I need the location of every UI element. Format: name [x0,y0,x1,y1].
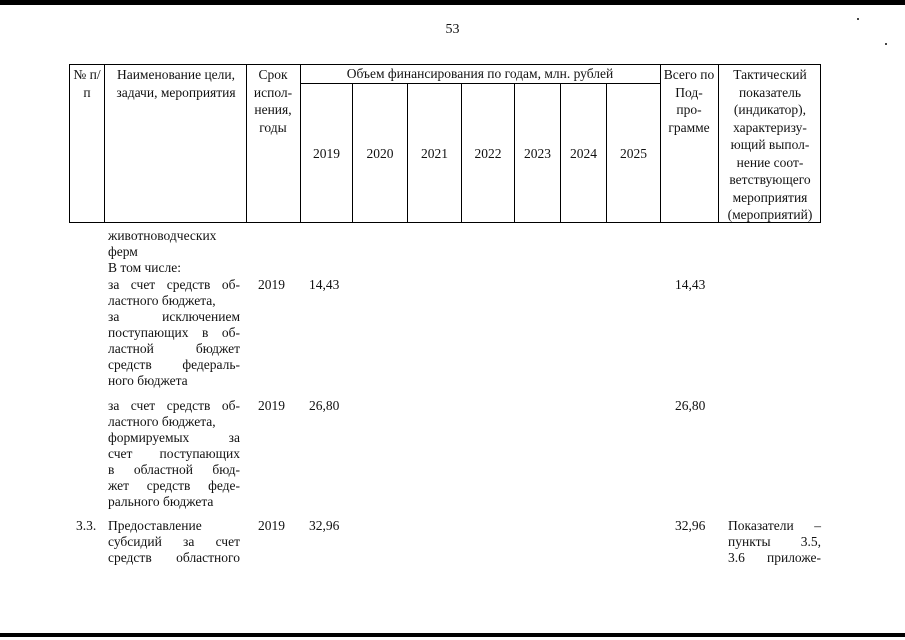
row-name: Предоставление субсидий за счет средств областного [108,518,240,565]
scan-speck [885,43,887,45]
header-year: 2021 [421,146,448,161]
row-term: 2019 [258,277,285,292]
page-number: 53 [445,22,460,37]
row-number: 3.3. [76,518,97,533]
row-name: животноводческих ферм В том числе: [108,228,217,275]
row-term: 2019 [258,518,285,533]
header-indicator: Тактический показатель (индикатор), характеризу- ющий выпол- нение соот- ветствующего мероприятия (мероприятий) [727,67,813,222]
top-border [0,0,905,5]
row-term: 2019 [258,398,285,413]
table-header [69,64,821,223]
header-year: 2025 [620,146,647,161]
row-2019-value: 26,80 [309,398,340,413]
header-year: 2022 [474,146,502,161]
header-name: Наименование цели, задачи, мероприятия [116,67,236,100]
header-term: Срок испол- нения, годы [253,67,293,135]
header-year: 2023 [524,146,551,161]
row-total: 14,43 [675,277,706,292]
row-name: за счет средств об- ластного бюджета, за исключением поступающих в об- ластной бюджет средств федераль- ного бюджета [108,277,240,388]
row-total: 26,80 [675,398,706,413]
header-num: № п/п [73,67,101,100]
row-name: за счет средств об- ластного бюджета, формируемых за счет поступающих в областной бюд- жет средств феде- рального бюджета [108,398,240,509]
bottom-border [0,633,905,637]
header-year: 2020 [366,146,394,161]
row-2019-value: 14,43 [309,277,340,292]
header-year: 2024 [570,146,597,161]
header-total: Всего по Под- про- грамме [663,67,715,135]
header-year: 2019 [313,146,340,161]
row-2019-value: 32,96 [309,518,340,533]
header-funding: Объем финансирования по годам, млн. рублей [346,66,614,81]
scan-speck [857,18,859,20]
row-indicator: Показатели – пункты 3.5, 3.6 приложе- [728,518,821,565]
row-total: 32,96 [675,518,706,533]
